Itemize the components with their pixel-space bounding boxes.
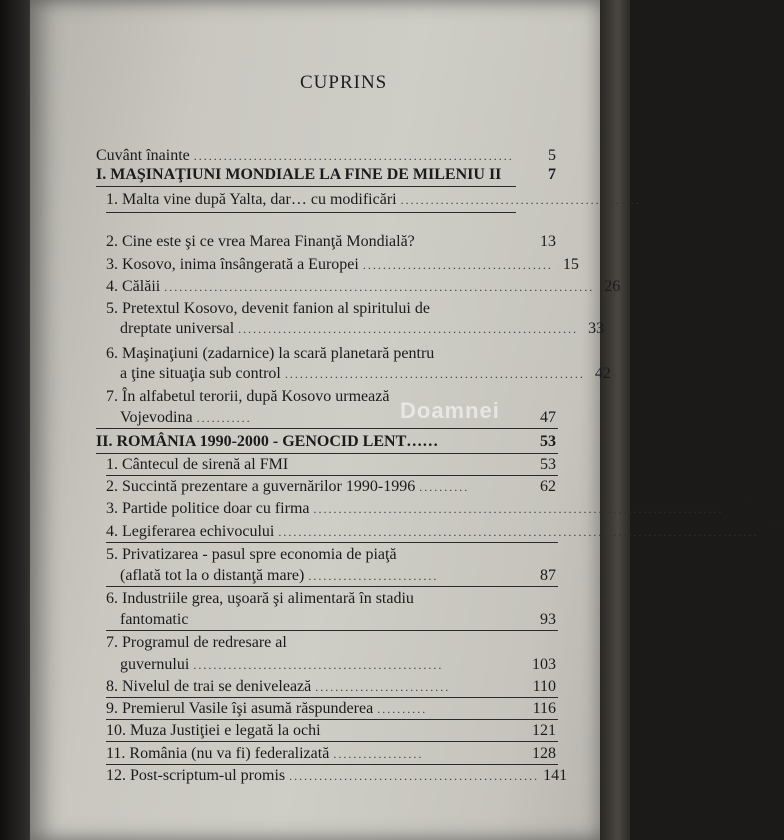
toc-entry-continuation: (aflată tot la o distanţă mare) (120, 567, 305, 584)
row-rule (106, 475, 558, 476)
toc-entry-text: 7. În alfabetul terorii, după Kosovo urmează (106, 388, 390, 405)
dot-leader: ...................................... (362, 258, 553, 272)
toc-entry (106, 500, 750, 518)
toc-entry (106, 523, 784, 541)
toc-entry-text: 5. Privatizarea - pasul spre economia de piaţă (106, 546, 397, 563)
dot-leader: .......... (377, 702, 428, 716)
toc-page-number: 5 (548, 147, 556, 164)
toc-entry-text: II. ROMÂNIA 1990-2000 - GENOCID LENT…… (96, 433, 439, 450)
toc-entry-text: 6. Maşinaţiuni (zadarnice) la scară planetară pentru (106, 345, 435, 362)
toc-entry (106, 767, 568, 785)
toc-entry-text: 8. Nivelul de trai se denivelează (106, 678, 312, 695)
toc-entry (106, 478, 556, 496)
toc-entry (106, 191, 667, 209)
toc-entry-text: I. MAŞINAŢIUNI MONDIALE LA FINE DE MILENIU II (96, 166, 502, 183)
dot-leader: .................. (333, 747, 424, 761)
row-rule (106, 586, 558, 587)
toc-entry-text: 12. Post-scriptum-ul promis (106, 767, 286, 784)
toc-entry-text: 3. Partide politice doar cu firma (106, 500, 310, 517)
dot-leader: ........................... (315, 680, 451, 694)
toc-page-number: 13 (540, 233, 556, 250)
toc-page-number: 93 (540, 611, 556, 628)
toc-page-number: 33 (588, 320, 605, 337)
toc-page-number: 110 (532, 678, 556, 695)
toc-entry (106, 456, 556, 474)
toc-entry-text: 7. Programul de redresare al (106, 634, 287, 651)
toc-entry-continuation: fantomatic (120, 611, 189, 628)
chapter-underline (96, 453, 558, 454)
toc-entry-continuation: a ţine situaţia sub control (120, 365, 281, 382)
toc-entry-text: Cuvânt înainte (96, 147, 190, 164)
dot-leader: .......... (419, 480, 470, 494)
toc-page-number: 26 (604, 278, 621, 295)
dot-leader: ............................................................ (284, 367, 585, 381)
toc-entry-text: 2. Cine este şi ce vrea Marea Finanţă Mondială? (106, 233, 415, 250)
dot-leader: .................................................. (193, 658, 444, 672)
toc-chapter-1 (96, 166, 556, 184)
dot-leader: ........... (196, 411, 252, 425)
toc-page-number: 53 (540, 456, 556, 473)
toc-entry (106, 678, 556, 696)
row-rule (106, 719, 558, 720)
toc-entry (120, 567, 556, 585)
toc-entry-text: 6. Industriile grea, uşoară şi alimentară în stadiu (106, 590, 414, 607)
dot-leader: ................................................ (400, 193, 641, 207)
toc-page-number: 121 (532, 722, 556, 739)
toc-entry-foreword (96, 147, 556, 165)
toc-page-number: 53 (540, 433, 556, 450)
toc-page-number: 42 (594, 365, 611, 382)
toc-entry-text: 1. Cântecul de sirenă al FMI (106, 456, 289, 473)
toc-page-number: 75 (768, 523, 784, 540)
toc-entry-text: 4. Legiferarea echivocului (106, 523, 275, 540)
toc-entry-continuation: Vojevodina (120, 409, 193, 426)
toc-page-number: 15 (562, 256, 579, 273)
watermark-logo: Doamnei (400, 398, 500, 423)
row-rule (106, 212, 516, 213)
toc-entry-text: 9. Premierul Vasile îşi asumă răspunderea (106, 700, 374, 717)
dot-leader: .................................................................................. (313, 502, 724, 516)
toc-entry-text: 11. România (nu va fi) federalizată (106, 745, 330, 762)
toc-entry (106, 233, 556, 251)
toc-page-number: 47 (540, 409, 556, 426)
toc-entry (106, 745, 556, 763)
row-rule (106, 741, 558, 742)
toc-page-number: 128 (532, 745, 556, 762)
toc-entry (120, 365, 611, 383)
page-title: CUPRINS (300, 72, 388, 93)
toc-page-number: 116 (532, 700, 556, 717)
row-rule (96, 428, 558, 429)
chapter-underline (96, 186, 516, 187)
toc-page-number: 65 (733, 500, 750, 517)
toc-entry (106, 278, 621, 296)
toc-page-number: 87 (540, 567, 556, 584)
toc-entry (120, 320, 605, 338)
toc-page-number: 7 (548, 166, 556, 183)
dot-leader: .......................... (308, 569, 439, 583)
toc-entry-text: 10. Muza Justiţiei e legată la ochi (106, 722, 321, 739)
toc-entry-continuation: dreptate universal (120, 320, 235, 337)
toc-page-number: 7 (658, 191, 667, 208)
toc-page-number: 62 (540, 478, 556, 495)
toc-entry (106, 722, 556, 740)
row-rule (106, 697, 558, 698)
toc-chapter-2 (96, 433, 556, 451)
toc-entry-continuation: guvernului (120, 656, 190, 673)
toc-entry (120, 611, 556, 629)
toc-entry-text: 3. Kosovo, inima însângerată a Europei (106, 256, 359, 273)
toc-entry-text: 5. Pretextul Kosovo, devenit fanion al spiritului de (106, 300, 430, 317)
toc-entry (106, 700, 556, 718)
toc-entry-text: 1. Malta vine după Yalta, dar… cu modificări (106, 191, 397, 208)
row-rule (106, 542, 558, 543)
toc-page-number: 141 (543, 767, 568, 784)
row-rule (106, 630, 558, 631)
dot-leader: .................................................. (289, 769, 540, 783)
dot-leader: ................................................................ (193, 149, 514, 163)
dot-leader: ................................................................................................ (278, 525, 759, 539)
toc-entry-text: 4. Călăii (106, 278, 161, 295)
toc-entry (120, 656, 556, 674)
toc-page-number: 103 (532, 656, 556, 673)
dot-leader: .................................................................... (238, 322, 579, 336)
dot-leader: ...................................................................................... (164, 280, 595, 294)
row-rule (106, 764, 558, 765)
toc-entry (106, 256, 579, 274)
toc-entry-text: 2. Succintă prezentare a guvernărilor 1990-1996 (106, 478, 416, 495)
